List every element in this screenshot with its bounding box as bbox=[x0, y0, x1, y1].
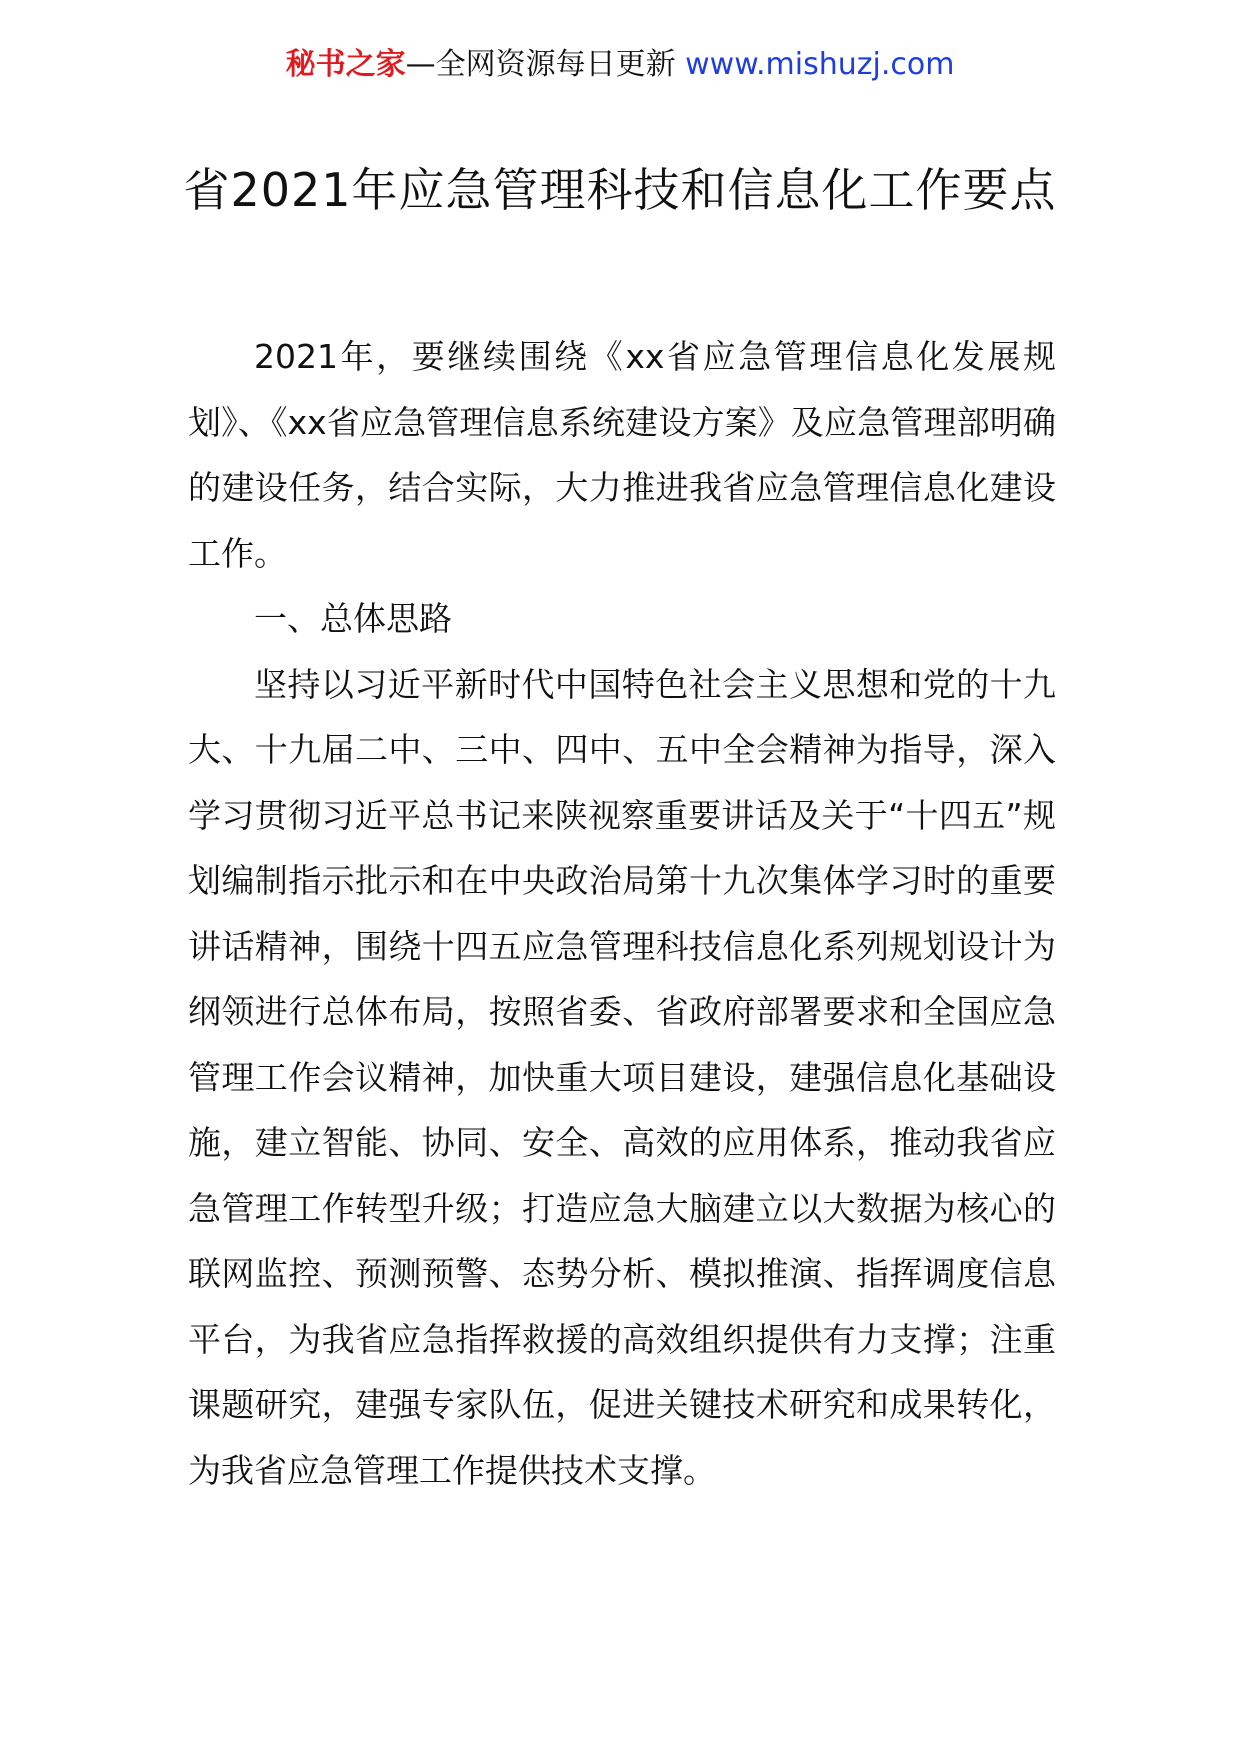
section-heading-overall-approach: 一、总体思路 bbox=[254, 599, 452, 638]
intro-paragraph: 2021年，要继续围绕《xx省应急管理信息化发展规划》、《xx省应急管理信息系统建设方案》及应急管理部明确的建设任务，结合实际，大力推进我省应急管理信息化建设工作。 bbox=[188, 337, 1056, 573]
document-body bbox=[188, 324, 1056, 1503]
document-title: 省2021年应急管理科技和信息化工作要点 bbox=[183, 163, 1057, 217]
site-header bbox=[0, 40, 1240, 90]
site-tagline: —全网资源每日更新 bbox=[405, 47, 686, 82]
section-paragraph-overall-approach: 坚持以习近平新时代中国特色社会主义思想和党的十九大、十九届二中、三中、四中、五中全会精神为指导，深入学习贯彻习近平总书记来陕视察重要讲话及关于“十四五”规划编制指示批示和在中央政治局第十九次集体学习时的重要讲话精神，围绕十四五应急管理科技信息化系列规划设计为纲领进行总体布局，按照省委、省政府部署要求和全国应急管理工作会议精神，加快重大项目建设，建强信息化基础设施，建立智能、协同、安全、高效的应用体系，推动我省应急管理工作转型升级；打造应急大脑建立以大数据为核心的联网监控、预测预警、态势分析、模拟推演、指挥调度信息平台，为我省应急指挥救援的高效组织提供有力支撑；注重课题研究，建强专家队伍，促进关键技术研究和成果转化，为我省应急管理工作提供技术支撑。 bbox=[188, 664, 1056, 1490]
site-brand: 秘书之家 bbox=[285, 47, 406, 82]
site-url-link[interactable]: www.mishuzj.com bbox=[685, 47, 955, 82]
